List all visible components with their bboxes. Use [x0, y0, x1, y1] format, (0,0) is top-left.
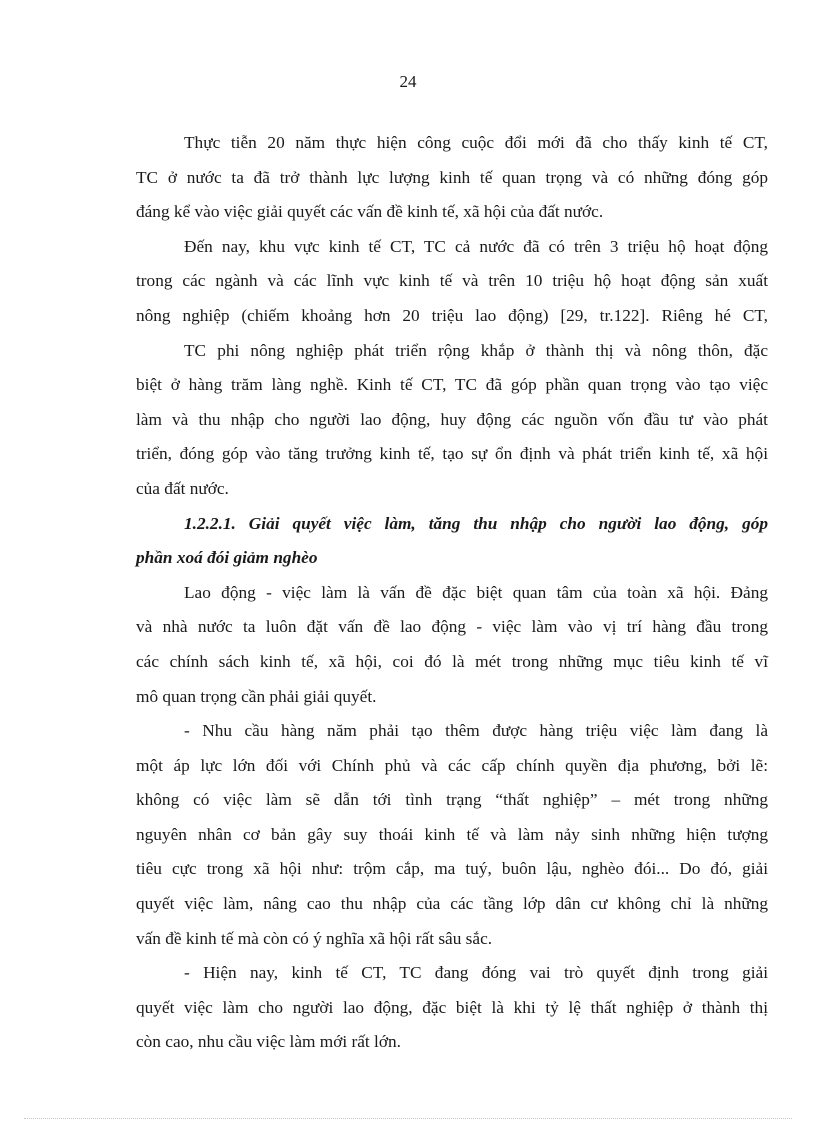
- text-line: còn cao, nhu cầu việc làm mới rất lớn.: [136, 1032, 401, 1052]
- text-line: làm và thu nhập cho người lao động, huy động các nguồn vốn đầu tư vào phát: [136, 409, 768, 429]
- text-line: tiêu cực trong xã hội như: trộm cắp, ma tuý, buôn lậu, nghèo đói... Do đó, giải: [136, 859, 768, 879]
- section-heading-line: 1.2.2.1. Giải quyết việc làm, tăng thu nhập cho người lao động, góp: [184, 513, 768, 533]
- text-line: Lao động - việc làm là vấn đề đặc biệt quan tâm của toàn xã hội. Đảng: [184, 582, 768, 602]
- text-line: nguyên nhân cơ bản gây suy thoái kinh tế và làm nảy sinh những hiện tượng: [136, 824, 768, 844]
- text-line: quyết việc làm, nâng cao thu nhập của các tầng lớp dân cư không chỉ là những: [136, 894, 768, 914]
- text-line: một áp lực lớn đối với Chính phủ và các cấp chính quyền địa phương, bởi lẽ:: [136, 755, 768, 775]
- text-line: Đến nay, khu vực kinh tế CT, TC cả nước đã có trên 3 triệu hộ hoạt động: [184, 236, 768, 256]
- text-line: nông nghiệp (chiếm khoảng hơn 20 triệu lao động) [29, tr.122]. Riêng hé CT,: [136, 305, 768, 325]
- text-line: biệt ở hàng trăm làng nghề. Kinh tế CT, TC đã góp phần quan trọng vào tạo việc: [136, 375, 768, 395]
- page-bottom-rule: [24, 1118, 792, 1119]
- section-heading-line: phần xoá đói giảm nghèo: [136, 548, 318, 568]
- text-line: đáng kể vào việc giải quyết các vấn đề kinh tế, xã hội của đất nước.: [136, 202, 604, 222]
- text-line: TC phi nông nghiệp phát triển rộng khắp ở thành thị và nông thôn, đặc: [184, 340, 768, 360]
- page-body: [136, 126, 768, 1060]
- text-line: vấn đề kinh tế mà còn có ý nghĩa xã hội rất sâu sắc.: [136, 928, 493, 948]
- text-line: trong các ngành và các lĩnh vực kinh tế và trên 10 triệu hộ hoạt động sản xuất: [136, 271, 768, 291]
- text-line: không có việc làm sẽ dẫn tới tình trạng “thất nghiệp” – mét trong những: [136, 790, 768, 810]
- text-line: và nhà nước ta luôn đặt vấn đề lao động - việc làm vào vị trí hàng đầu trong: [136, 617, 768, 637]
- text-line: mô quan trọng cần phải giải quyết.: [136, 686, 377, 706]
- text-line: các chính sách kinh tế, xã hội, coi đó là mét trong những mục tiêu kinh tế vĩ: [136, 651, 768, 671]
- text-line: - Nhu cầu hàng năm phải tạo thêm được hàng triệu việc làm đang là: [184, 721, 768, 741]
- text-line: - Hiện nay, kinh tế CT, TC đang đóng vai trò quyết định trong giải: [184, 963, 768, 983]
- text-line: quyết việc làm cho người lao động, đặc biệt là khi tỷ lệ thất nghiệp ở thành thị: [136, 997, 768, 1017]
- text-line: của đất nước.: [136, 478, 229, 498]
- text-line: Thực tiễn 20 năm thực hiện công cuộc đổi mới đã cho thấy kinh tế CT,: [184, 133, 768, 152]
- text-line: TC ở nước ta đã trở thành lực lượng kinh tế quan trọng và có những đóng góp: [136, 167, 768, 187]
- page-number: 24: [399, 72, 417, 91]
- text-line: triển, đóng góp vào tăng trưởng kinh tế, tạo sự ổn định và phát triển kinh tế, xã hội: [136, 444, 768, 464]
